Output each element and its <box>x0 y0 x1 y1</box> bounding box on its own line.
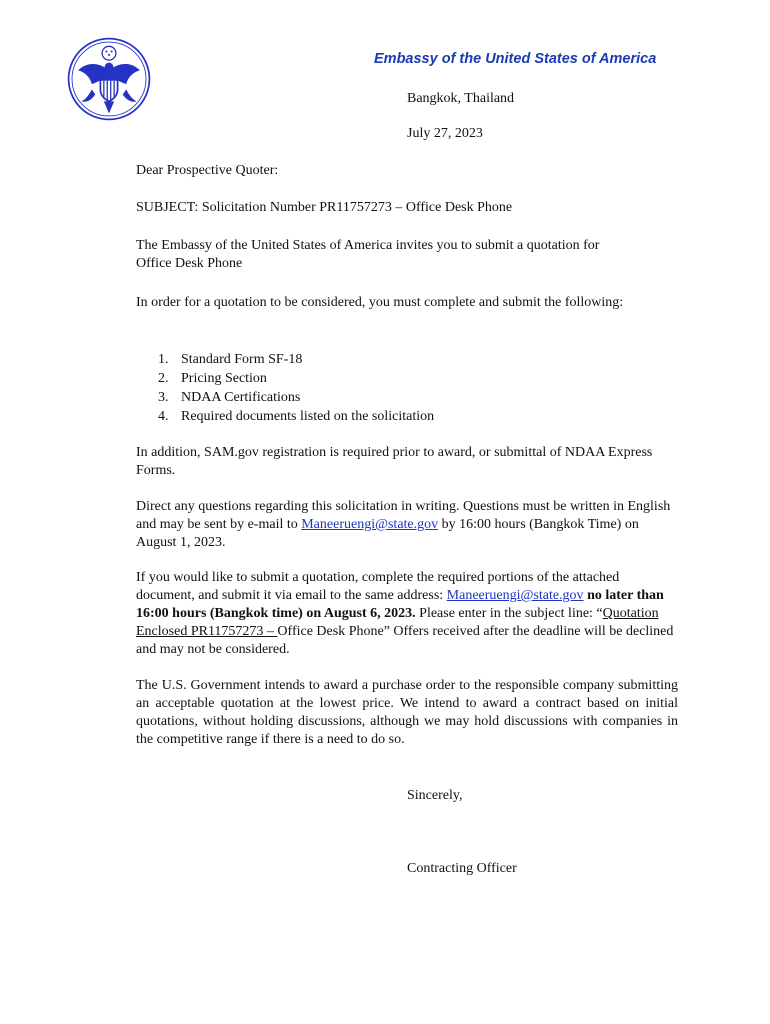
list-item: 1. Standard Form SF-18 <box>158 352 303 367</box>
signature: Contracting Officer <box>407 861 517 876</box>
letter-location: Bangkok, Thailand <box>407 91 515 106</box>
invite-line-1: The Embassy of the United States of America invites you to submit a quotation for <box>136 238 600 253</box>
submit-email-link[interactable]: Maneeruengi@state.gov <box>446 588 584 603</box>
salutation: Dear Prospective Quoter: <box>136 163 279 178</box>
invite-paragraph <box>136 237 678 273</box>
letter-date: July 27, 2023 <box>407 126 483 141</box>
list-item: 3. NDAA Certifications <box>158 390 301 405</box>
list-item: 4. Required documents listed on the solicitation <box>158 409 435 424</box>
intent-paragraph: The U.S. Government intends to award a purchase order to the responsible company submitting an acceptable quotation at the lowest price. We intend to award a contract based on initial quotations, without holding discussions, although we may hold discussions with companies in the competitive range if there is a need to do so. <box>136 678 678 747</box>
subject-line: SUBJECT: Solicitation Number PR11757273 – Office Desk Phone <box>136 200 513 215</box>
submission-deadline: no later than 16:00 hours (Bangkok time) on August 6, 2023. <box>136 588 664 621</box>
embassy-title: Embassy of the United States of America <box>374 51 657 67</box>
embassy-seal-icon <box>66 36 152 122</box>
invite-line-2: Office Desk Phone <box>136 256 243 271</box>
order-paragraph: In order for a quotation to be considered, you must complete and submit the following: <box>136 295 624 310</box>
list-item: 2. Pricing Section <box>158 371 267 386</box>
subject-line-text: Quotation Enclosed PR11757273 – <box>136 606 659 639</box>
questions-email-link[interactable]: Maneeruengi@state.gov <box>301 517 439 532</box>
closing: Sincerely, <box>407 788 463 803</box>
requirements-list <box>158 350 434 426</box>
submit-paragraph: If you would like to submit a quotation, complete the required portions of the attached document, and submit it via email to the same address: Maneeruengi@state.gov no later than 16:00 hours (Bangkok time) on August 6, 2023. Please enter in the subject line: “Quotation Enclosed PR11757273 – Office Desk Phone” Offers received after the deadline will be declined and may not be considered. <box>136 570 674 657</box>
addition-paragraph: In addition, SAM.gov registration is required prior to award, or submittal of NDAA Express Forms. <box>136 445 653 478</box>
questions-paragraph: Direct any questions regarding this solicitation in writing. Questions must be written in English and may be sent by e-mail to Maneeruengi@state.gov by 16:00 hours (Bangkok Time) on August 1, 2023. <box>136 499 671 550</box>
